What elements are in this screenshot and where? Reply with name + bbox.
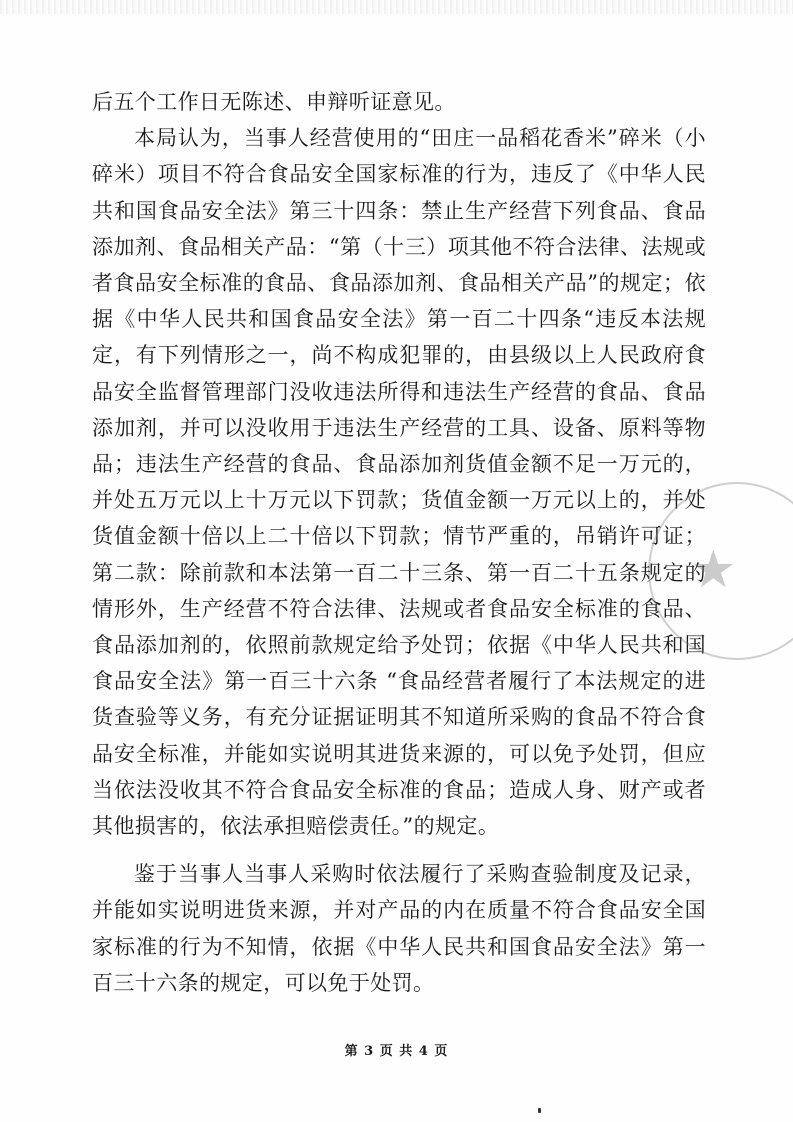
page-number-footer: 第 3 页 共 4 页 [344,1044,449,1059]
scan-edge-noise [0,0,793,14]
document-body [92,84,706,1001]
seal-star-icon: ★ [690,540,737,600]
paragraph-exemption: 鉴于当事人当事人采购时依法履行了采购查验制度及记录，并能如实说明进货来源，并对产品的内在质量不符合食品安全国家标准的行为不知情，依据《中华人民共和国食品安全法》第一百三十六条的规定，可以免于处罚。 [92,862,706,995]
paragraph-continuation: 后五个工作日无陈述、申辩听证意见。 [92,90,456,114]
paragraph-bureau-finding: 本局认为，当事人经营使用的“田庄一品稻花香米”碎米（小碎米）项目不符合食品安全国家标准的行为，违反了《中华人民共和国食品安全法》第三十四条：禁止生产经营下列食品、食品添加剂、食品相关产品：“第（十三）项其他不符合法律、法规或者食品安全标准的食品、食品添加剂、食品相关产品”的规定；依据《中华人民共和国食品安全法》第一百二十四条“违反本法规定，有下列情形之一，尚不构成犯罪的，由县级以上人民政府食品安全监督管理部门没收违法所得和违法生产经营的食品、食品添加剂，并可以没收用于违法生产经营的工具、设备、原料等物品；违法生产经营的食品、食品添加剂货值金额不足一万元的，并处五万元以上十万元以下罚款；货值金额一万元以上的，并处货值金额十倍以上二十倍以下罚款；情节严重的，吊销许可证；第二款：除前款和本法第一百二十三条、第一百二十五条规定的情形外，生产经营不符合法律、法规或者食品安全标准的食品、食品添加剂的，依照前款规定给予处罚；依据《中华人民共和国食品安全法》第一百三十六条 “食品经营者履行了本法规定的进货查验等义务，有充分证据证明其不知道所采购的食品不符合食品安全标准，并能如实说明其进货来源的，可以免予处罚，但应当依法没收其不符合食品安全标准的食品；造成人身、财产或者其他损害的，依法承担赔偿责任。”的规定。 [92,126,706,839]
scan-speck [538,1108,541,1113]
